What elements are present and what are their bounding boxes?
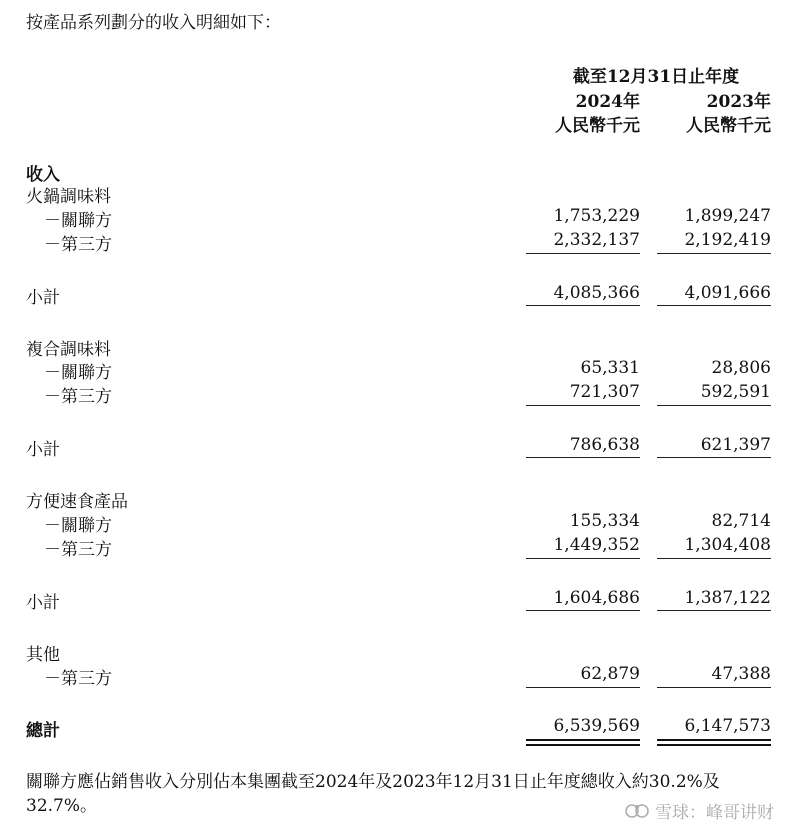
hotpot-related-label: －關聯方 xyxy=(44,211,112,231)
convenience-subtotal-rule-2023 xyxy=(657,610,771,611)
other-rule-2024 xyxy=(526,687,640,688)
other-third-label: －第三方 xyxy=(44,669,112,689)
compound-rule-2024 xyxy=(526,405,640,406)
other-title: 其他 xyxy=(26,645,60,665)
convenience-subtotal-2023: 1,387,122 xyxy=(684,588,771,608)
period-header: 截至12月31日止年度 xyxy=(572,67,740,87)
compound-related-2024: 65,331 xyxy=(580,358,640,378)
convenience-third-2024: 1,449,352 xyxy=(553,535,640,555)
compound-subtotal-rule-2024 xyxy=(526,457,640,458)
convenience-title: 方便速食產品 xyxy=(26,492,128,512)
year-2024-header: 2024年 xyxy=(575,92,640,112)
compound-third-2023: 592,591 xyxy=(700,382,771,402)
other-third-2023: 47,388 xyxy=(711,664,771,684)
total-double-rule-2023 xyxy=(657,739,771,746)
total-2024: 6,539,569 xyxy=(553,716,640,736)
convenience-rule-2024 xyxy=(526,558,640,559)
revenue-heading: 收入 xyxy=(26,165,60,185)
other-rule-2023 xyxy=(657,687,771,688)
convenience-related-label: －關聯方 xyxy=(44,516,112,536)
hotpot-subtotal-label: 小計 xyxy=(26,288,60,308)
compound-subtotal-label: 小計 xyxy=(26,440,60,460)
total-double-rule-2024 xyxy=(526,739,640,746)
convenience-subtotal-rule-2024 xyxy=(526,610,640,611)
watermark-text: 雪球：峰哥讲财 xyxy=(655,803,774,823)
other-third-2024: 62,879 xyxy=(580,664,640,684)
convenience-related-2023: 82,714 xyxy=(711,511,771,531)
convenience-subtotal-2024: 1,604,686 xyxy=(553,588,640,608)
compound-subtotal-rule-2023 xyxy=(657,457,771,458)
total-label: 總計 xyxy=(26,721,60,741)
compound-title: 複合調味料 xyxy=(26,340,111,360)
hotpot-rule-2023 xyxy=(657,253,771,254)
convenience-rule-2023 xyxy=(657,558,771,559)
compound-third-2024: 721,307 xyxy=(569,382,640,402)
snowball-logo-icon xyxy=(623,801,651,821)
hotpot-subtotal-rule-2024 xyxy=(526,305,640,306)
convenience-subtotal-label: 小計 xyxy=(26,593,60,613)
compound-subtotal-2023: 621,397 xyxy=(700,435,771,455)
compound-related-label: －關聯方 xyxy=(44,363,112,383)
intro-text: 按產品系列劃分的收入明細如下： xyxy=(26,13,281,33)
hotpot-third-2024: 2,332,137 xyxy=(553,230,640,250)
watermark xyxy=(623,798,774,823)
compound-subtotal-2024: 786,638 xyxy=(569,435,640,455)
hotpot-related-2023: 1,899,247 xyxy=(684,206,771,226)
hotpot-third-label: －第三方 xyxy=(44,235,112,255)
hotpot-subtotal-2023: 4,091,666 xyxy=(684,283,771,303)
compound-rule-2023 xyxy=(657,405,771,406)
compound-related-2023: 28,806 xyxy=(711,358,771,378)
hotpot-subtotal-rule-2023 xyxy=(657,305,771,306)
hotpot-related-2024: 1,753,229 xyxy=(553,206,640,226)
hotpot-third-2023: 2,192,419 xyxy=(684,230,771,250)
hotpot-subtotal-2024: 4,085,366 xyxy=(553,283,640,303)
hotpot-title: 火鍋調味料 xyxy=(26,187,111,207)
year-2023-header: 2023年 xyxy=(706,92,771,112)
unit-2024-header: 人民幣千元 xyxy=(555,116,640,136)
compound-third-label: －第三方 xyxy=(44,387,112,407)
convenience-related-2024: 155,334 xyxy=(569,511,640,531)
total-2023: 6,147,573 xyxy=(684,716,771,736)
convenience-third-2023: 1,304,408 xyxy=(684,535,771,555)
unit-2023-header: 人民幣千元 xyxy=(686,116,771,136)
convenience-third-label: －第三方 xyxy=(44,540,112,560)
hotpot-rule-2024 xyxy=(526,253,640,254)
footnote: 關聯方應佔銷售收入分別佔本集團截至2024年及2023年12月31日止年度總收入約30.2%及32.7%。 xyxy=(26,772,720,816)
